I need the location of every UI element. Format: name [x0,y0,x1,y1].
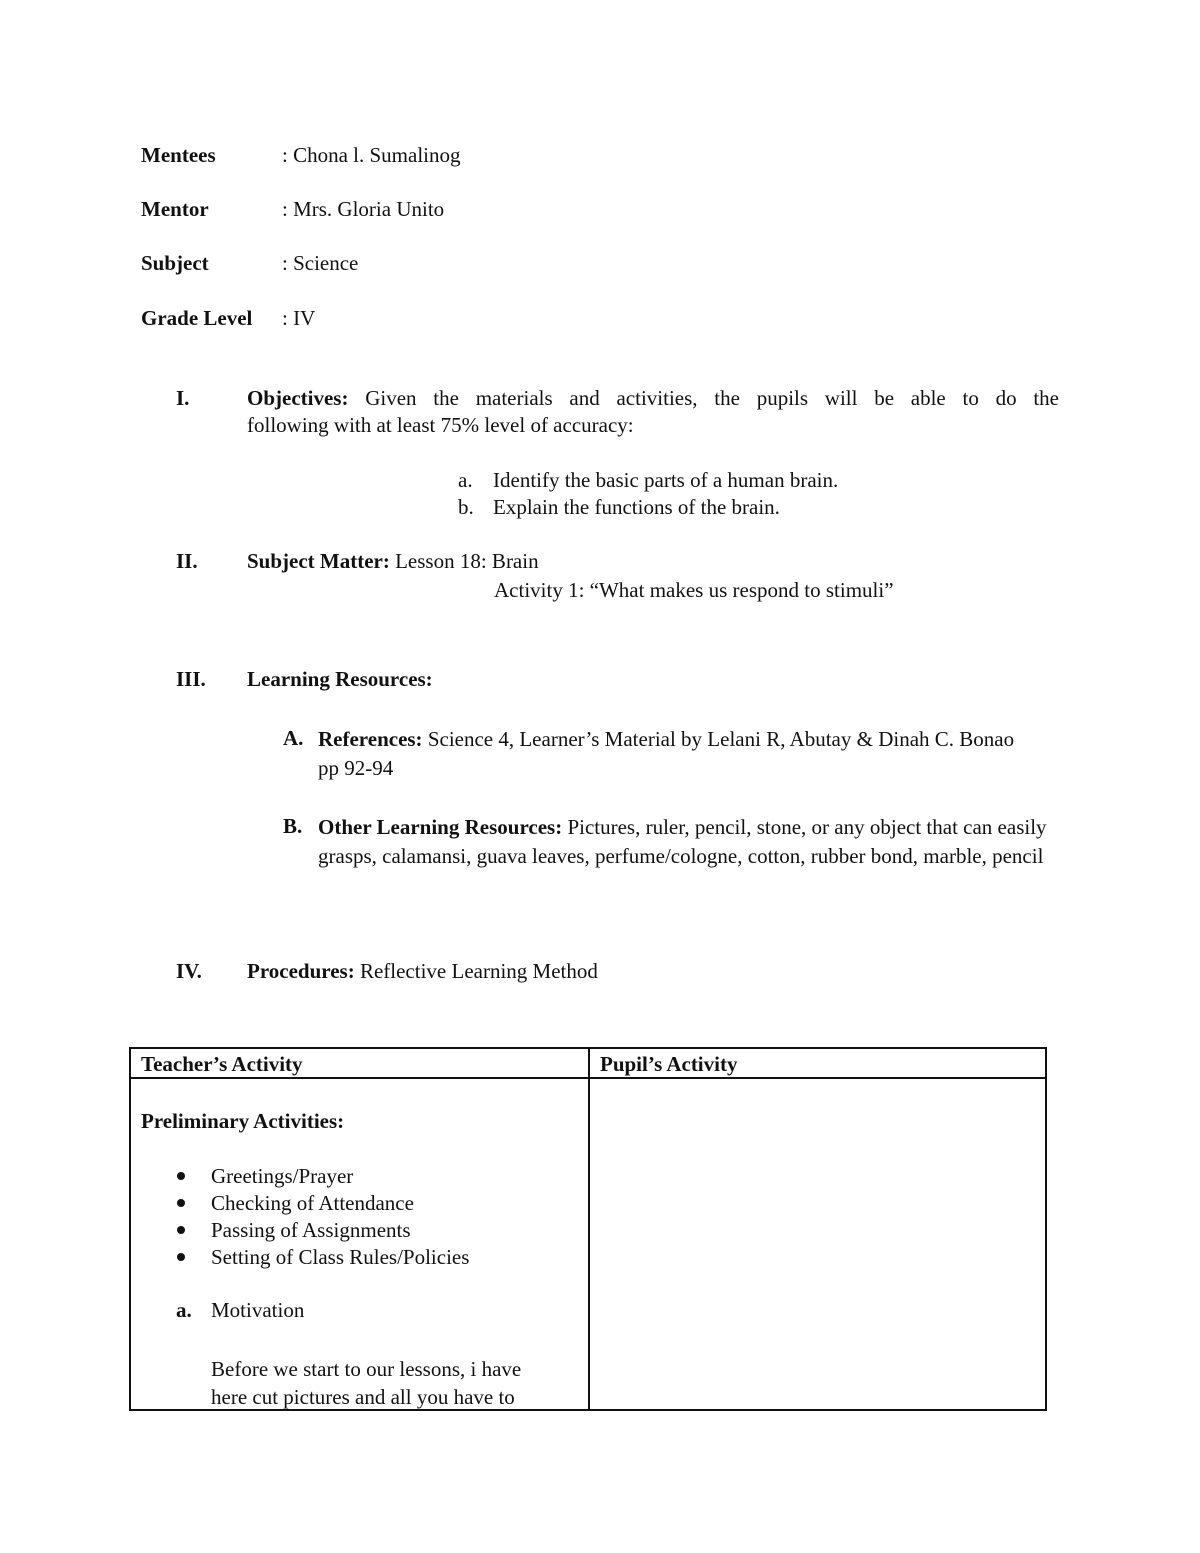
pupil-activity-header: Pupil’s Activity [600,1052,738,1076]
other-resources-label: Other Learning Resources: [318,815,563,839]
objectives-text-line1: Given the materials and activities, the pupils will be able to do the [365,386,1059,410]
table-column-divider [588,1049,590,1409]
learning-resources-label: Learning Resources: [247,667,433,691]
subject-matter-line [247,548,539,575]
references-letter: A. [283,726,304,750]
objectives-text [247,385,1059,440]
procedures-numeral: IV. [176,959,202,983]
subject-label: Subject [141,251,209,275]
other-resources-letter: B. [283,814,303,838]
preliminary-item: Checking of Attendance [211,1191,414,1215]
procedures-label: Procedures: [247,959,355,983]
other-resources-text [318,813,1053,871]
objective-item-text: Identify the basic parts of a human brain. [493,468,839,492]
subject-matter-numeral: II. [176,549,198,573]
references-label: References: [318,727,423,751]
motivation-letter: a. [176,1298,192,1322]
motivation-text-line2: here cut pictures and all you have to [211,1385,515,1409]
bullet-icon [177,1253,185,1261]
subject-matter-activity: Activity 1: “What makes us respond to stimuli” [494,578,894,602]
objective-item-text: Explain the functions of the brain. [493,495,780,519]
objective-item-letter: b. [458,495,474,519]
subject-matter-label: Subject Matter: [247,549,390,573]
preliminary-item: Passing of Assignments [211,1218,411,1242]
preliminary-item: Setting of Class Rules/Policies [211,1245,470,1269]
subject-matter-lesson: Lesson 18: Brain [395,549,539,573]
activity-table [129,1047,1047,1411]
objectives-label: Objectives: [247,386,349,410]
grade-level-value: : IV [282,306,316,330]
mentees-label: Mentees [141,143,216,167]
bullet-icon [177,1226,185,1234]
references-text [318,725,1038,783]
mentor-label: Mentor [141,197,209,221]
objectives-numeral: I. [176,386,190,410]
teacher-activity-header: Teacher’s Activity [141,1052,303,1076]
motivation-text-line1: Before we start to our lessons, i have [211,1357,522,1381]
references-value: Science 4, Learner’s Material by Lelani R, Abutay & Dinah C. Bonao pp 92-94 [318,727,1015,780]
preliminary-item: Greetings/Prayer [211,1164,354,1188]
learning-resources-numeral: III. [176,667,206,691]
motivation-label: Motivation [211,1298,305,1322]
mentor-value: : Mrs. Gloria Unito [282,197,445,221]
objectives-text-line2: following with at least 75% level of accuracy: [247,413,634,438]
other-resources-value: Pictures, ruler, pencil, stone, or any object that can easily grasps, calamansi, guava leaves, perfume/cologne, cotton, rubber bond, marble, pencil [318,815,1047,868]
mentees-value: : Chona l. Sumalinog [282,143,461,167]
grade-level-label: Grade Level [141,306,253,330]
objective-item-letter: a. [458,468,473,492]
preliminary-activities-label: Preliminary Activities: [141,1109,345,1133]
bullet-icon [177,1199,185,1207]
subject-value: : Science [282,251,359,275]
procedures-value: Reflective Learning Method [359,959,598,983]
procedures-line [247,958,598,985]
bullet-icon [177,1172,185,1180]
